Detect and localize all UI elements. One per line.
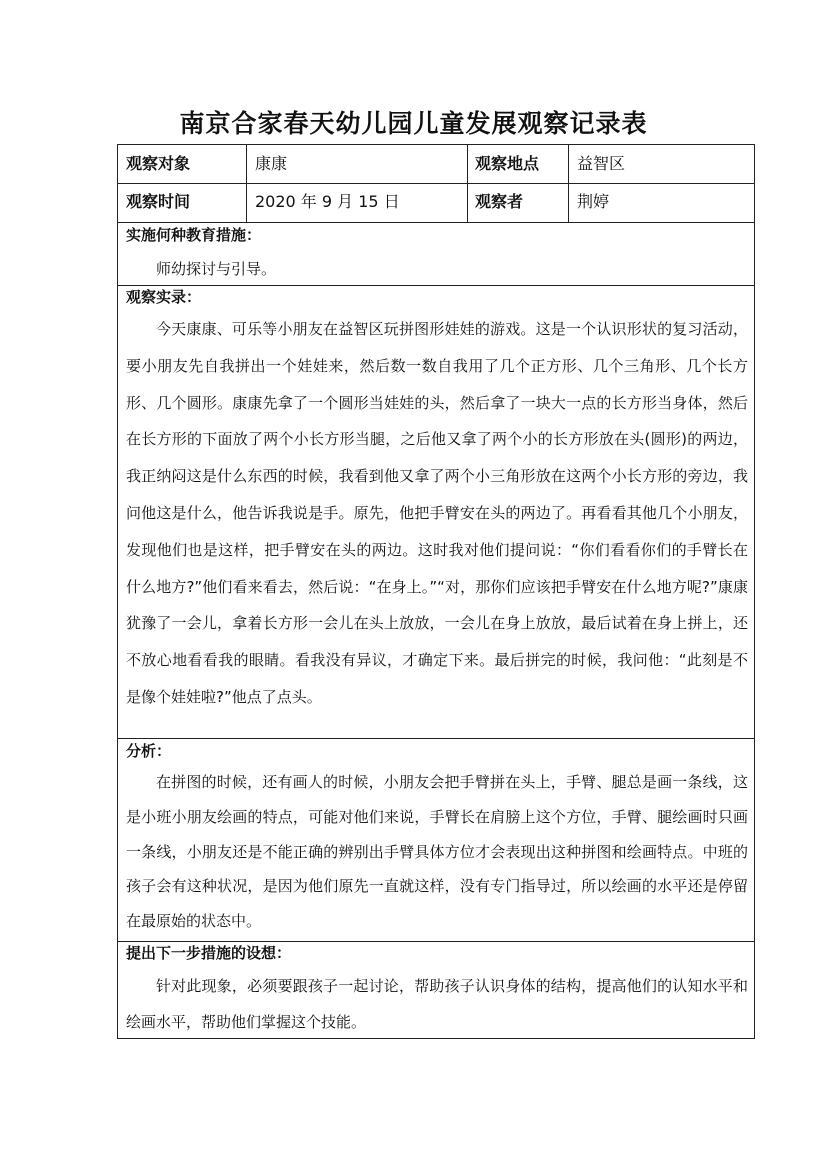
time-label: 观察时间 xyxy=(126,192,191,211)
column-divider xyxy=(568,145,569,222)
record-text: 今天康康、可乐等小朋友在益智区玩拼图形娃娃的游戏。这是一个认识形状的复习活动，要小朋友先自我拼出一个娃娃来，然后数一数自我用了几个正方形、几个三角形、几个长方形、几个圆形。康康先拿了一个圆形当娃娃的头，然后拿了一块大一点的长方形当身体，然后在长方形的下面放了两个小长方形当腿，之后他又拿了两个小的长方形放在头(圆形)的两边，我正纳闷这是什么东西的时候，我看到他又拿了两个小三角形放在这两个小长方形的旁边，我问他这是什么，他告诉我说是手。原先，他把手臂安在头的两边了。再看看其他几个小朋友，发现他们也是这样，把手臂安在头的两边。这时我对他们提问说：“你们看看你们的手臂长在什么地方?”他们看来看去，然后说：“在身上。”“对，那你们应该把手臂安在什么地方呢?”康康犹豫了一会儿，拿着长方形一会儿在头上放放，一会儿在身上放放，最后试着在身上拼上，还不放心地看看我的眼睛。看我没有异议，才确定下来。最后拼完的时候，我问他：“此刻是不是像个娃娃啦?”他点了点头。 xyxy=(126,320,748,706)
column-divider xyxy=(246,145,247,222)
subject-label: 观察对象 xyxy=(126,154,191,173)
analysis-heading: 分析： xyxy=(126,742,172,760)
time-value: 2020 年 9 月 15 日 xyxy=(255,192,400,211)
next-steps-text: 针对此现象，必须要跟孩子一起讨论，帮助孩子认识身体的结构，提高他们的认知水平和绘画水平，帮助他们掌握这个技能。 xyxy=(126,977,748,1031)
place-value: 益智区 xyxy=(577,154,626,173)
observation-table xyxy=(117,144,755,1039)
record-heading: 观察实录： xyxy=(126,288,202,306)
row-divider xyxy=(118,738,754,739)
row-divider xyxy=(118,183,754,184)
row-divider xyxy=(118,222,754,223)
column-divider xyxy=(467,145,468,222)
next-steps-heading: 提出下一步措施的设想： xyxy=(126,944,292,962)
measures-heading: 实施何种教育措施： xyxy=(126,226,262,244)
page-title: 南京合家春天幼儿园儿童发展观察记录表 xyxy=(179,109,648,138)
row-divider xyxy=(118,285,754,286)
place-label: 观察地点 xyxy=(475,154,540,173)
observer-value: 荆婷 xyxy=(577,192,610,211)
subject-value: 康康 xyxy=(255,154,288,173)
observer-label: 观察者 xyxy=(475,192,524,211)
analysis-text: 在拼图的时候，还有画人的时候，小朋友会把手臂拼在头上，手臂、腿总是画一条线，这是小班小朋友绘画的特点，可能对他们来说，手臂长在肩膀上这个方位，手臂、腿绘画时只画一条线，小朋友还是不能正确的辨别出手臂具体方位才会表现出这种拼图和绘画特点。中班的孩子会有这种状况，是因为他们原先一直就这样，没有专门指导过，所以绘画的水平还是停留在最原始的状态中。 xyxy=(126,773,748,931)
measures-text: 师幼探讨与引导。 xyxy=(156,260,277,278)
row-divider xyxy=(118,941,754,942)
